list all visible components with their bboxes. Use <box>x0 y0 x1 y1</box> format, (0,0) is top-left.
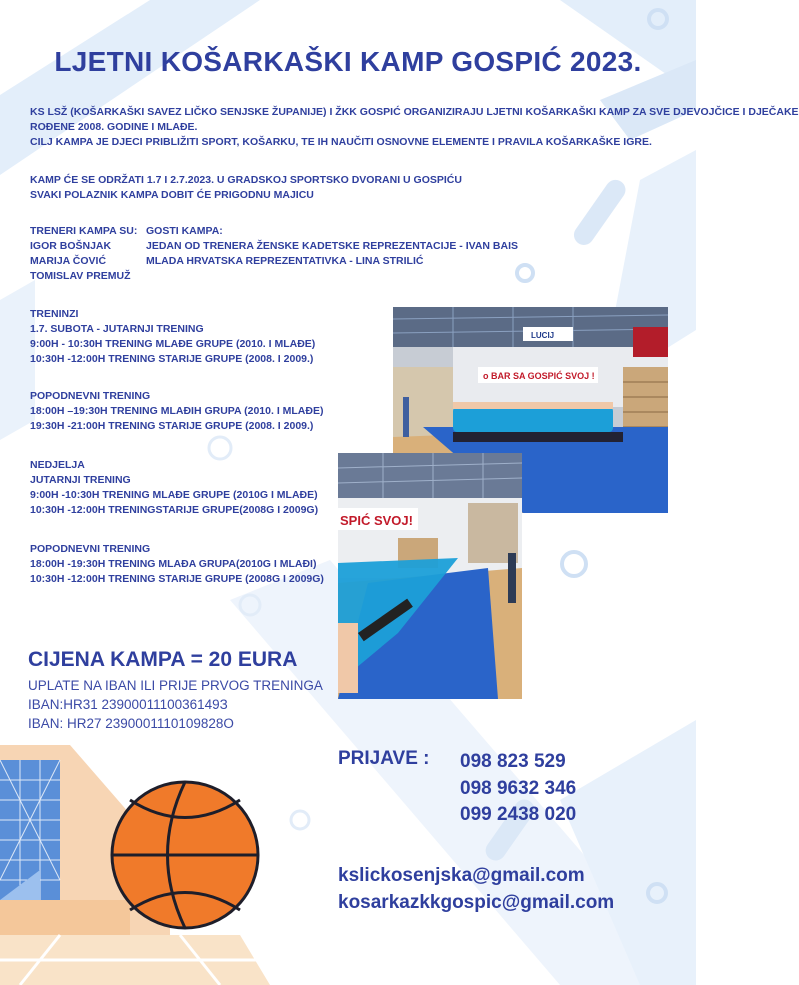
intro-line: KS LSŽ (KOŠARKAŠKI SAVEZ LIČKO SENJSKE ŽUPANIJE) I ŽKK GOSPIĆ ORGANIZIRAJU LJETNI KOŠARKAŠKI KAMP ZA SVE DJEVOJČICE I DJEČAKE <box>30 106 799 118</box>
intro-line: CILJ KAMPA JE DJECI PRIBLIŽITI SPORT, KOŠARKU, TE IH NAUČITI OSNOVNE ELEMENTE I PRAVILA KOŠARKAŠKE IGRE. <box>30 136 652 148</box>
schedule-line: POPODNEVNI TRENING <box>30 543 151 555</box>
schedule-line: 18:00H –19:30H TRENING MLAĐIH GRUPA (2010. I MLAĐE) <box>30 405 324 417</box>
schedule-block-sunday-afternoon <box>30 542 324 587</box>
schedule-line: 10:30H -12:00H TRENINGSTARIJE GRUPE(2008G I 2009G) <box>30 504 319 516</box>
schedule-line: 9:00H - 10:30H TRENING MLAĐE GRUPE (2010. I MLAĐE) <box>30 338 316 350</box>
guest-name: MLADA HRVATSKA REPREZENTATIVKA - LINA STRILIĆ <box>146 255 424 267</box>
pill-decoration <box>570 176 629 249</box>
ring-decoration <box>517 265 533 281</box>
schedule-line: 1.7. SUBOTA - JUTARNJI TRENING <box>30 323 204 335</box>
photo-banner-text: SPIĆ SVOJ! <box>340 513 413 528</box>
phone-number[interactable]: 099 2438 020 <box>460 804 577 825</box>
ring-decoration <box>209 437 231 459</box>
photo-banner-text: o BAR SA GOSPIĆ SVOJ ! <box>483 371 595 381</box>
photo-sign-text: LUCIJ <box>531 331 555 340</box>
intro-text <box>30 105 799 150</box>
location-text <box>30 173 462 203</box>
schedule-line: 10:30H -12:00H TRENING STARIJE GRUPE (2008. I 2009.) <box>30 353 314 365</box>
location-line: SVAKI POLAZNIK KAMPA DOBIT ĆE PRIGODNU MAJICU <box>30 189 314 201</box>
location-line: KAMP ĆE SE ODRŽATI 1.7 I 2.7.2023. U GRADSKOJ SPORTSKO DVORANI U GOSPIĆU <box>30 174 462 186</box>
schedule-line: JUTARNJI TRENING <box>30 474 131 486</box>
basketball-icon <box>112 782 258 928</box>
iban-line: IBAN:HR31 2390001110036149З <box>28 697 228 712</box>
registration-emails <box>338 862 614 916</box>
coaches-heading: TRENERI KAMPA SU: <box>30 225 138 237</box>
guests-heading: GOSTI KAMPA: <box>146 225 223 237</box>
email-link[interactable]: kosarkazkkgospic@gmail.com <box>338 892 615 913</box>
phone-number[interactable]: 098 9632 346 <box>460 777 577 799</box>
schedule-line: 9:00H -10:30H TRENING MLAĐE GRUPE (2010G I MLAĐE) <box>30 489 318 501</box>
guest-name: JEDAN OD TRENERA ŽENSKE KADETSKE REPREZENTACIJE - IVAN BAIS <box>146 240 519 252</box>
price-heading: CIJENA KAMPA = 20 EURA <box>28 648 298 671</box>
registration-phones <box>460 749 576 829</box>
coach-name: IGOR BOŠNJAK <box>30 240 112 252</box>
page-title: LJETNI KOŠARKAŠKI KAMP GOSPIĆ 2023. <box>54 46 642 77</box>
intro-line: ROĐENE 2008. GODINE I MLAĐE. <box>30 121 198 133</box>
coach-name: TOMISLAV PREMUŽ <box>30 270 131 282</box>
guests-list <box>146 224 518 269</box>
phone-number[interactable]: 098 823 529 <box>460 751 566 772</box>
schedule-line: TRENINZI <box>30 308 79 320</box>
schedule-line: 19:30H -21:00H TRENING STARIJE GRUPE (2008. I 2009.) <box>30 420 314 432</box>
iban-line: IBAN: HR27 2390001110109828О <box>28 716 234 731</box>
payment-line: UPLATE NA IBAN ILI PRIJE PRVOG TRENINGA <box>28 678 323 693</box>
coaches-list <box>30 224 137 284</box>
schedule-line: POPODNEVNI TRENING <box>30 390 151 402</box>
coach-name: MARIJA ČOVIĆ <box>30 255 107 267</box>
schedule-block-sunday-morning <box>30 458 318 518</box>
ring-decoration <box>562 552 586 576</box>
schedule-line: 18:00H -19:30H TRENING MLAĐA GRUPA(2010G I MLAĐI) <box>30 558 317 570</box>
schedule-block-saturday-morning <box>30 307 315 367</box>
schedule-line: 10:30H -12:00H TRENING STARIJE GRUPE (2008G I 2009G) <box>30 573 324 585</box>
registration-label: PRIJAVE : <box>338 748 430 769</box>
ring-decoration <box>291 811 309 829</box>
camp-photo-2 <box>338 453 522 699</box>
schedule-block-saturday-afternoon <box>30 389 323 434</box>
payment-info <box>28 676 323 733</box>
email-link[interactable]: kslickosenjska@gmail.com <box>338 865 585 886</box>
schedule-line: NEDJELJA <box>30 459 85 471</box>
